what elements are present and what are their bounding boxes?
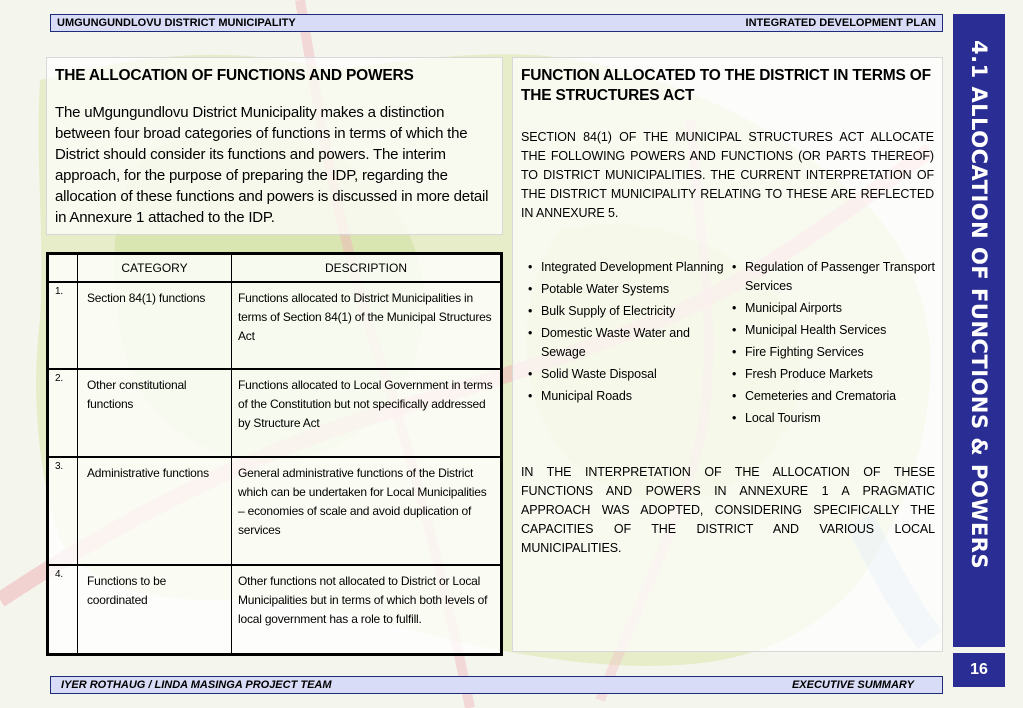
header-doc-title: INTEGRATED DEVELOPMENT PLAN xyxy=(745,17,936,29)
list-item: • Regulation of Passenger Transport Services xyxy=(732,260,935,293)
bullet-icon: • xyxy=(528,304,533,318)
page-number: 16 xyxy=(953,653,1005,687)
category-table xyxy=(46,252,503,656)
function-lists xyxy=(521,258,935,431)
footer-bar xyxy=(50,676,943,694)
list-item: • Cemeteries and Crematoria xyxy=(725,387,935,406)
row-number: 1. xyxy=(49,282,78,370)
allocation-body-text: The uMgungundlovu District Municipality makes a distinction between four broad categories of functions in terms of which the District should consider its functions and powers. The interim approach, for the purpose of preparing the IDP, regarding the allocation of these functions and powers is discussed in more detail in Annexure 1 attached to the IDP. xyxy=(55,104,489,226)
bullet-icon: • xyxy=(528,260,533,274)
table-row xyxy=(49,369,501,457)
row-description: Functions allocated to Local Government in terms of the Constitution but not specifically addressed by Structure Act xyxy=(232,369,501,457)
bullet-icon: • xyxy=(732,323,737,337)
row-number: 4. xyxy=(49,565,78,654)
list-item: • Fire Fighting Services xyxy=(725,343,935,362)
table-row xyxy=(49,282,501,370)
interpretation-note: IN THE INTERPRETATION OF THE ALLOCATION OF THESE FUNCTIONS AND POWERS IN ANNEXURE 1 A PRAGMATIC APPROACH WAS ADOPTED, CONSIDERING SPECIFICALLY THE CAPACITIES OF THE DISTRICT AND VARIOUS LOCAL MUNICIPALITIES. xyxy=(521,465,935,555)
bullet-icon: • xyxy=(528,282,533,296)
footer-team-name: IYER ROTHAUG / LINDA MASINGA PROJECT TEAM xyxy=(61,679,332,691)
structures-act-panel xyxy=(512,57,943,652)
num-column-header xyxy=(49,255,78,282)
row-description: Other functions not allocated to District or Local Municipalities but in terms of which both levels of local government has a role to fulfill. xyxy=(232,565,501,654)
allocation-intro-panel xyxy=(46,57,503,235)
header-bar xyxy=(50,14,943,32)
list-item: • Municipal Roads xyxy=(521,387,725,406)
allocation-heading: THE ALLOCATION OF FUNCTIONS AND POWERS xyxy=(55,67,414,84)
list-item: • Local Tourism xyxy=(725,409,935,428)
list-item: • Integrated Development Planning xyxy=(521,258,725,277)
row-category: Functions to be coordinated xyxy=(78,565,232,654)
bullet-icon: • xyxy=(732,411,737,425)
bullet-icon: • xyxy=(732,260,737,274)
row-description: General administrative functions of the District which can be undertaken for Local Municipalities – economies of scale and avoid duplication of services xyxy=(232,457,501,564)
list-item: • Domestic Waste Water and Sewage xyxy=(528,326,690,359)
list-item: • Bulk Supply of Electricity xyxy=(521,302,725,321)
row-number: 2. xyxy=(49,369,78,457)
table-row xyxy=(49,565,501,654)
function-list-right xyxy=(725,258,935,431)
section-84-intro: SECTION 84(1) OF THE MUNICIPAL STRUCTURES ACT ALLOCATE THE FOLLOWING POWERS AND FUNCTIONS (OR PARTS THEREOF) TO DISTRICT MUNICIPALITIES. THE CURRENT INTERPRETATION OF THE DISTRICT MUNICIPALITY RELATING TO THESE ARE REFLECTED IN ANNEXURE 5. xyxy=(521,130,934,220)
bullet-icon: • xyxy=(732,389,737,403)
row-category: Administrative functions xyxy=(78,457,232,564)
row-category: Section 84(1) functions xyxy=(78,282,232,370)
row-description: Functions allocated to District Municipalities in terms of Section 84(1) of the Municipal Structures Act xyxy=(232,282,501,370)
section-sidebar xyxy=(953,14,1005,647)
bullet-icon: • xyxy=(528,389,533,403)
row-number: 3. xyxy=(49,457,78,564)
bullet-icon: • xyxy=(732,301,737,315)
row-category: Other constitutional functions xyxy=(78,369,232,457)
list-item: • Municipal Health Services xyxy=(725,321,935,340)
section-title: 4.1 ALLOCATION OF FUNCTIONS & POWERS xyxy=(967,40,991,570)
table-header-row xyxy=(49,255,501,282)
bullet-icon: • xyxy=(732,367,737,381)
bullet-icon: • xyxy=(528,326,533,340)
footer-section-name: EXECUTIVE SUMMARY xyxy=(791,679,914,691)
list-item: • Solid Waste Disposal xyxy=(521,365,725,384)
bullet-icon: • xyxy=(732,345,737,359)
list-item: • Municipal Airports xyxy=(725,299,935,318)
bullet-icon: • xyxy=(528,367,533,381)
description-column-header: DESCRIPTION xyxy=(232,255,501,282)
function-list-left xyxy=(521,258,725,431)
list-item: • Fresh Produce Markets xyxy=(725,365,935,384)
list-item: • Potable Water Systems xyxy=(521,280,725,299)
header-org-name: UMGUNGUNDLOVU DISTRICT MUNICIPALITY xyxy=(57,17,296,29)
table-row xyxy=(49,457,501,564)
structures-act-heading: FUNCTION ALLOCATED TO THE DISTRICT IN TERMS OF THE STRUCTURES ACT xyxy=(521,67,931,104)
category-column-header: CATEGORY xyxy=(78,255,232,282)
